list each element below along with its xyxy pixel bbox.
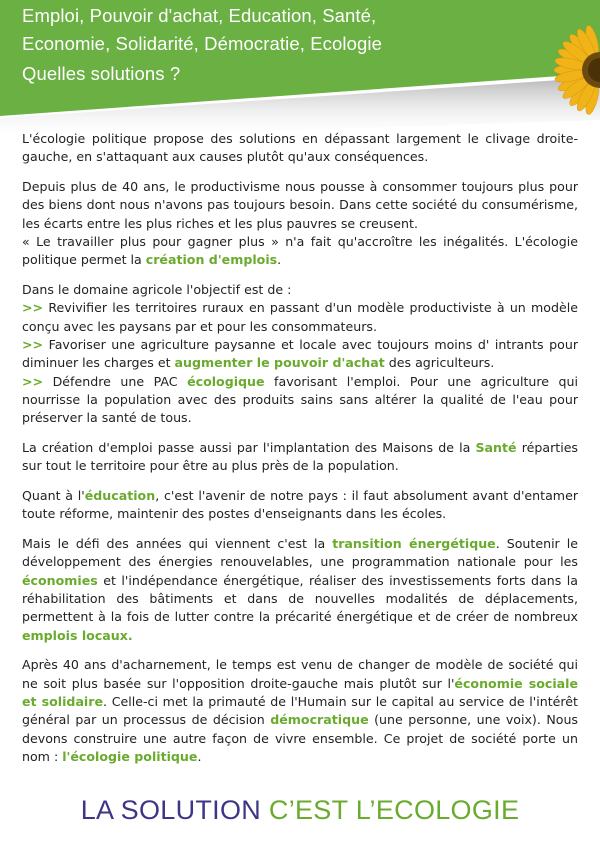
text-segment: (une personne, une voix). Nous devons construire une autre façon de vivre ensemble. Ce projet de société porte un nom : — [22, 712, 578, 764]
highlight-text: éducation — [84, 488, 156, 504]
highlight-text: création d'emplois — [145, 252, 278, 268]
text-segment: . Celle-ci met la primauté de l'Humain sur le capital au service de l'intérêt général par un processus de décision — [22, 694, 578, 728]
text-segment: L'écologie politique propose des solutions en dépassant largement le clivage droite-gauche, en s'attaquant aux causes plutôt qu'aux conséquences. — [22, 131, 578, 165]
text-segment: réparties sur tout le territoire pour être au plus près de la population. — [22, 439, 578, 474]
bullet-arrow: >> — [22, 300, 44, 316]
highlight-text: augmenter le pouvoir d'achat — [174, 355, 385, 371]
header-title-line2: Economie, Solidarité, Démocratie, Ecologie — [22, 33, 382, 54]
footer-slogan — [0, 795, 600, 826]
highlight-text: économie sociale et solidaire — [22, 675, 578, 710]
slogan-part2: C’EST L’ECOLOGIE — [268, 795, 520, 825]
text-segment: Mais le défi des années qui viennent c'est la — [22, 536, 333, 552]
header-title-line3: Quelles solutions ? — [22, 63, 181, 84]
paragraph — [22, 487, 578, 524]
text-segment: . — [277, 252, 282, 268]
header-title-line1: Emploi, Pouvoir d'achat, Education, Santé, — [22, 5, 377, 26]
highlight-text: économies — [22, 572, 98, 588]
text-segment: Défendre une PAC — [43, 373, 188, 389]
text-segment: Favoriser une agriculture paysanne et locale avec toujours moins d' intrants pour diminuer les charges et — [22, 336, 578, 371]
text-segment: Après 40 ans d'acharnement, le temps est venu de changer de modèle de société qui ne soit plus basée sur l'opposition droite-gauche mais plutôt sur l' — [22, 657, 578, 691]
bullet-arrow: >> — [22, 373, 44, 389]
text-segment: Depuis plus de 40 ans, le productivisme nous pousse à consommer toujours plus pour des biens dont nous n'avons pas toujours besoin. Dans cette société du consumérisme, les écarts entre les plus riches et les plus pauvres se creusent. — [22, 179, 578, 231]
highlight-text: démocratique — [270, 712, 369, 728]
paragraph — [22, 656, 578, 766]
highlight-text: emplois locaux. — [22, 627, 133, 643]
highlight-text: écologique — [187, 373, 265, 389]
slogan-part1: LA SOLUTION — [80, 795, 262, 825]
text-segment: « Le travailler plus pour gagner plus » n'a fait qu'accroître les inégalités. L'écologie politique permet la — [22, 233, 578, 268]
paragraph — [22, 439, 578, 476]
text-segment: , c'est l'avenir de notre pays : il faut absolument avant d'entamer toute réforme, maintenir des postes d'enseignants dans les écoles. — [22, 488, 579, 522]
text-segment: Quant à l' — [22, 488, 85, 504]
paragraph — [22, 178, 578, 269]
body-text — [22, 130, 578, 778]
text-segment: . Soutenir le développement des énergies renouvelables, une programmation nationale pour les — [22, 536, 578, 570]
text-segment: Revivifier les territoires ruraux en passant d'un modèle productiviste à un modèle conçu avec les paysans par et pour les consommateurs. — [22, 300, 578, 334]
paragraph — [22, 535, 578, 645]
text-segment: . — [197, 748, 202, 764]
text-segment: Dans le domaine agricole l'objectif est de : — [22, 282, 292, 298]
highlight-text: l'écologie politique — [62, 748, 198, 764]
bullet-arrow: >> — [22, 336, 44, 352]
highlight-text: transition énergétique — [332, 536, 496, 552]
text-segment: La création d'emploi passe aussi par l'implantation des Maisons de la — [22, 439, 476, 455]
text-segment: et l'indépendance énergétique, réaliser des investissements forts dans la réhabilitation des bâtiments et dans de nouvelles modalités de déplacements, permettent à la fois de lutter contre la précarité énergétique et de créer de nombreux — [22, 572, 578, 625]
paragraph — [22, 281, 578, 427]
text-segment: des agriculteurs. — [384, 355, 495, 371]
highlight-text: Santé — [475, 439, 517, 455]
text-segment: favorisant l'emploi. Pour une agriculture qui nourrisse la population avec des produits sains sans altérer la qualité de l'eau pour préserver la santé de tous. — [22, 373, 578, 426]
paragraph — [22, 130, 578, 167]
